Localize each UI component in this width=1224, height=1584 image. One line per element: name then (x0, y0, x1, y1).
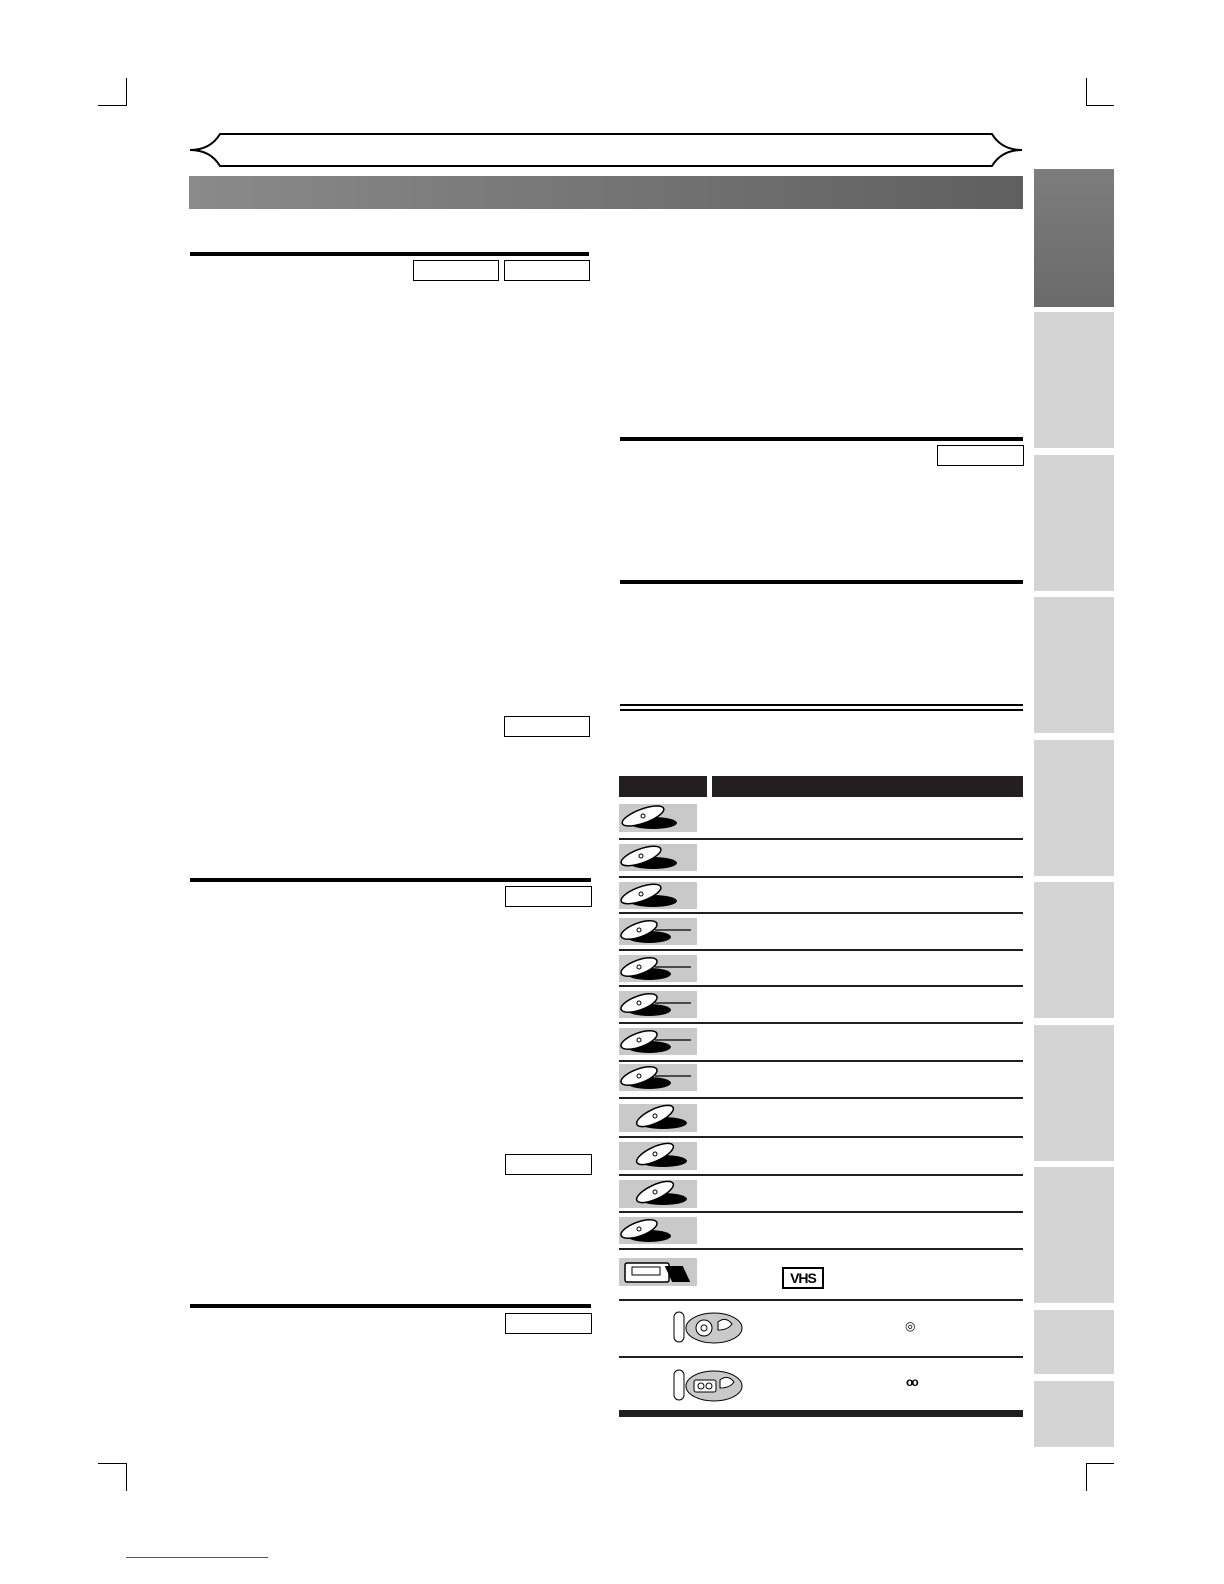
vhs-logo-icon: VHS (782, 1267, 824, 1289)
disc-table-header-col-2 (712, 776, 1023, 797)
disc-icon (619, 991, 697, 1018)
disc-cell (619, 1180, 697, 1208)
vhs-cell (619, 1258, 697, 1286)
remote-vcr-mode-icon (670, 1366, 746, 1404)
side-tab-10[interactable] (1034, 1381, 1114, 1447)
side-tab-4[interactable] (1034, 597, 1114, 733)
disc-icon (619, 918, 697, 945)
crop-mark-br-h (1086, 1463, 1114, 1464)
disc-row-divider (619, 838, 1023, 840)
disc-cell (619, 882, 697, 909)
disc-icon (619, 882, 697, 909)
side-tab-3[interactable] (1034, 455, 1114, 591)
disc-icon (619, 955, 697, 982)
side-tab-7[interactable] (1034, 1025, 1114, 1161)
left-section-rule-3 (190, 1304, 591, 1308)
crop-mark-bl-h (98, 1463, 127, 1464)
disc-row-divider (619, 1136, 1023, 1138)
side-tab-1[interactable] (1034, 169, 1114, 307)
disc-cell (619, 1217, 697, 1244)
section-title-bar (189, 176, 1023, 209)
right-section-double-rule-bottom (620, 709, 1023, 711)
disc-type-tag (413, 260, 499, 281)
vcr-mode-glyph: oo (906, 1375, 917, 1389)
disc-row-divider (619, 1097, 1023, 1099)
right-section-rule-2 (620, 580, 1023, 584)
remote-dvd-mode-icon (670, 1308, 746, 1346)
disc-row-divider (619, 1211, 1023, 1213)
disc-type-tag (504, 260, 590, 281)
crop-mark-tr-h (1086, 105, 1114, 106)
disc-cell (619, 955, 697, 982)
disc-row-divider (619, 1299, 1023, 1301)
disc-type-tag (505, 1313, 592, 1334)
disc-row-divider (619, 876, 1023, 878)
disc-type-tag (505, 1154, 592, 1175)
bottom-link-underline (126, 1557, 268, 1558)
left-section-rule-2 (190, 878, 591, 882)
ornate-banner (188, 128, 1024, 172)
disc-row-divider (619, 1022, 1023, 1024)
side-tab-8[interactable] (1034, 1167, 1114, 1303)
disc-cell (619, 1064, 697, 1091)
disc-icon (619, 1180, 697, 1208)
vhs-cassette-icon (619, 1258, 697, 1286)
side-tab-6[interactable] (1034, 882, 1114, 1018)
disc-row-divider (619, 1174, 1023, 1176)
right-section-double-rule-top (620, 704, 1023, 706)
crop-mark-bl-v (126, 1463, 127, 1491)
disc-icon (619, 844, 697, 871)
disc-cell (619, 844, 697, 871)
crop-mark-tl-v (126, 78, 127, 106)
disc-row-divider (619, 1248, 1023, 1250)
left-section-rule-1 (190, 252, 589, 256)
crop-mark-tr-v (1086, 78, 1087, 106)
disc-row-divider (619, 949, 1023, 951)
disc-row-divider (619, 1356, 1023, 1358)
disc-icon (619, 1064, 697, 1091)
disc-icon (619, 1142, 697, 1170)
disc-cell (619, 918, 697, 945)
disc-type-tag (937, 445, 1024, 466)
disc-icon (619, 1028, 697, 1055)
disc-icon (619, 1217, 697, 1244)
disc-row-divider (619, 985, 1023, 987)
right-section-rule-1 (620, 437, 1023, 441)
disc-table-bottom-rule (619, 1410, 1023, 1417)
disc-type-tag (505, 886, 592, 907)
disc-cell (619, 804, 697, 832)
disc-cell (619, 1028, 697, 1055)
disc-cell (619, 1104, 697, 1132)
disc-cell (619, 1142, 697, 1170)
crop-mark-tl-h (98, 105, 127, 106)
crop-mark-br-v (1086, 1463, 1087, 1491)
disc-cell (619, 991, 697, 1018)
side-tab-5[interactable] (1034, 740, 1114, 876)
disc-row-divider (619, 912, 1023, 914)
disc-icon (619, 1104, 697, 1132)
disc-row-divider (619, 1060, 1023, 1062)
disc-type-tag (504, 716, 590, 737)
dvd-mode-glyph: ◎ (905, 1319, 916, 1333)
side-tab-2[interactable] (1034, 312, 1114, 448)
side-tab-9[interactable] (1034, 1310, 1114, 1374)
disc-icon (619, 804, 697, 832)
disc-table-header-col-1 (619, 776, 707, 797)
